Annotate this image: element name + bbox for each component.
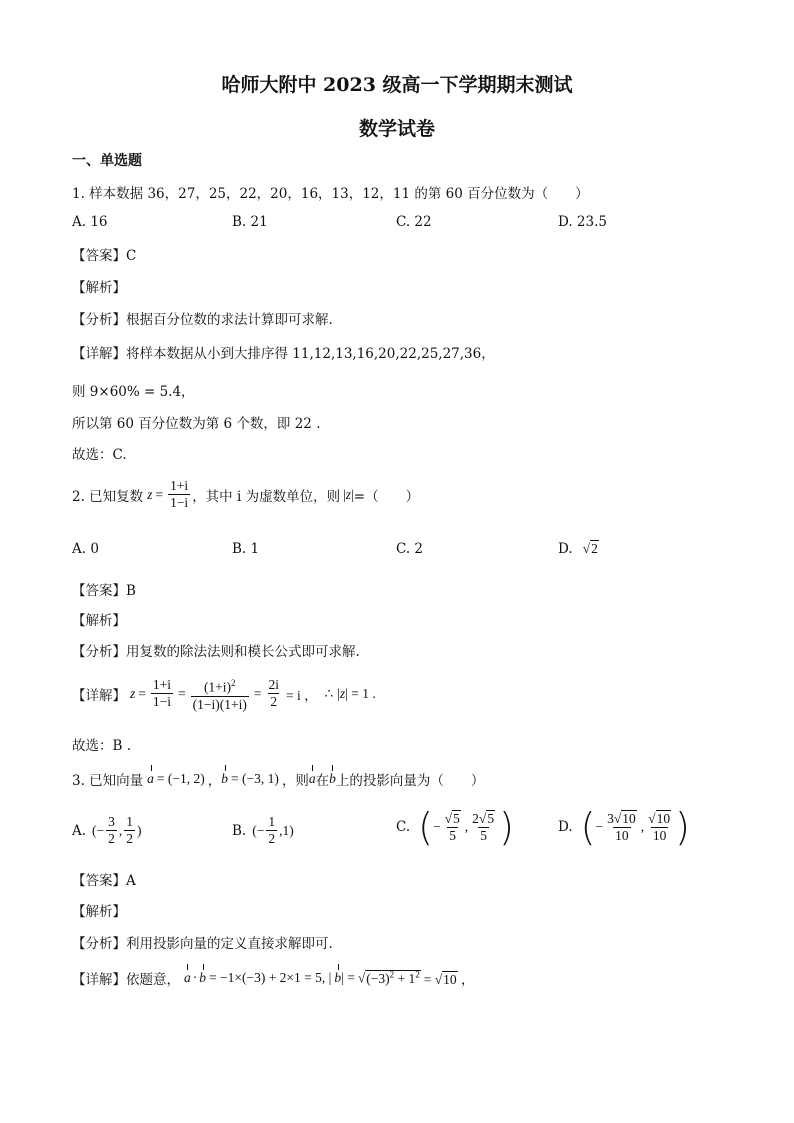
q2-detail: 【详解】 z = $\frac{1+i}{1-i}$ = $\frac{(1+i)^2}{(1-i)(1+i)}$ = $\frac{2i}{2}$ = i ， ∴ | z | = 1 .	[72, 677, 376, 712]
q1-analysis-tag: 【解析】	[72, 280, 126, 296]
detail-tag: 【详解】	[72, 687, 126, 704]
q1-option-d: D. 23.5	[558, 214, 607, 230]
q1-detail-text: 将样本数据从小到大排序得 11,12,13,16,20,22,25,27,36，	[126, 346, 495, 362]
q2-fraction: $\frac{1+i}{1-i}$	[170, 478, 189, 510]
q1-fenxi	[72, 308, 333, 328]
q2-answer-value: B	[126, 583, 136, 599]
q3-stem-e: 上的投影向量为（ ）	[335, 773, 485, 789]
q2-option-d-label: D.	[558, 541, 573, 557]
q2-answer	[72, 579, 136, 599]
q3-option-b-label: B.	[232, 822, 247, 839]
q2-option-a: A. 0	[72, 541, 99, 557]
q1-fenxi-text: 根据百分位数的求法计算即可求解.	[126, 312, 333, 328]
q2-fenxi-text: 用复数的除法法则和模长公式即可求解.	[126, 644, 360, 660]
answer-tag: 【答案】	[72, 248, 126, 264]
q1-line2: 则 9×60% = 5.4，	[72, 384, 195, 400]
q1-option-b: B. 21	[232, 214, 268, 230]
fenxi-tag: 【分析】	[72, 644, 126, 660]
q3-analysis-tag: 【解析】	[72, 904, 126, 920]
q1-answer	[72, 244, 136, 264]
q3-option-c: C. ( − $\frac{√5}{5}$ , $\frac{2√5}{5}$ )	[396, 805, 514, 849]
q1-detail	[72, 342, 495, 362]
q3-fenxi-text: 利用投影向量的定义直接求解即可.	[126, 936, 333, 952]
q3-option-a: A. (− $\frac{3}{2}$ , $\frac{1}{2}$ )	[72, 814, 142, 846]
q3-fenxi	[72, 932, 333, 952]
section-title: 一、单选题	[72, 153, 142, 169]
page-subtitle: 数学试卷	[358, 118, 435, 140]
detail-tag: 【详解】	[72, 346, 126, 362]
answer-tag: 【答案】	[72, 873, 126, 889]
q3-stem-c: ，则	[281, 773, 309, 789]
q1-choose: 故选：C.	[72, 447, 127, 463]
fenxi-tag: 【分析】	[72, 312, 126, 328]
detail-tag: 【详解】	[72, 972, 126, 988]
q1-option-c: C. 22	[396, 214, 432, 230]
q2-stem: 2. 已知复数 z = $\frac{1+i}{1-i}$ ，其中 i 为虚数单位，则 | z | =（ ）	[72, 478, 420, 510]
q1-stem: 1. 样本数据 36，27，25，22，20，16，13，12，11 的第 60 百分位数为（ ）	[72, 186, 589, 202]
q2-analysis-tag: 【解析】	[72, 613, 126, 629]
q3-option-c-label: C.	[396, 819, 411, 835]
page-title: 哈师大附中 2023 级高一下学期期末测试	[221, 74, 573, 96]
q2-choose: 故选：B .	[72, 738, 132, 754]
q3-stem-d: 在	[315, 773, 330, 789]
q1-line3: 所以第 60 百分位数为第 6 个数，即 22 .	[72, 416, 321, 432]
q2-option-b: B. 1	[232, 541, 260, 557]
q2-stem-a: 2. 已知复数	[72, 488, 144, 505]
q2-stem-c: =（ ）	[353, 488, 420, 505]
q3-option-a-label: A.	[72, 822, 87, 839]
q3-option-b: B. (− $\frac{1}{2}$ ,1)	[232, 814, 294, 846]
q2-option-c: C. 2	[396, 541, 424, 557]
q1-answer-value: C	[126, 248, 137, 264]
q2-fenxi	[72, 640, 360, 660]
q2-option-d: D. √2	[558, 541, 598, 557]
q3-stem-a: 3. 已知向量	[72, 773, 144, 789]
q3-option-d: D. ( − $\frac{3√10}{10}$ , $\frac{√10}{10}$ )	[558, 805, 690, 849]
fenxi-tag: 【分析】	[72, 936, 126, 952]
q3-option-d-label: D.	[558, 819, 573, 835]
q3-answer-value: A	[126, 873, 136, 889]
q3-detail-text: 依题意，	[126, 972, 180, 988]
q1-option-a: A. 16	[72, 214, 108, 230]
q3-stem-b: ，	[207, 773, 222, 789]
q3-stem: 3. 已知向量 a = (−1, 2) ， b = (−3, 1) ，则 a 在 b 上的投影向量为（ ）	[72, 771, 485, 789]
q3-detail: 【详解】 依题意， a · b = −1×(−3) + 2×1 = 5, | b | = $√(-3)^2 + 1^2$ = √10 ，	[72, 969, 475, 988]
q3-answer	[72, 869, 136, 889]
q2-stem-b: ，其中 i 为虚数单位，则	[192, 488, 341, 505]
answer-tag: 【答案】	[72, 583, 126, 599]
